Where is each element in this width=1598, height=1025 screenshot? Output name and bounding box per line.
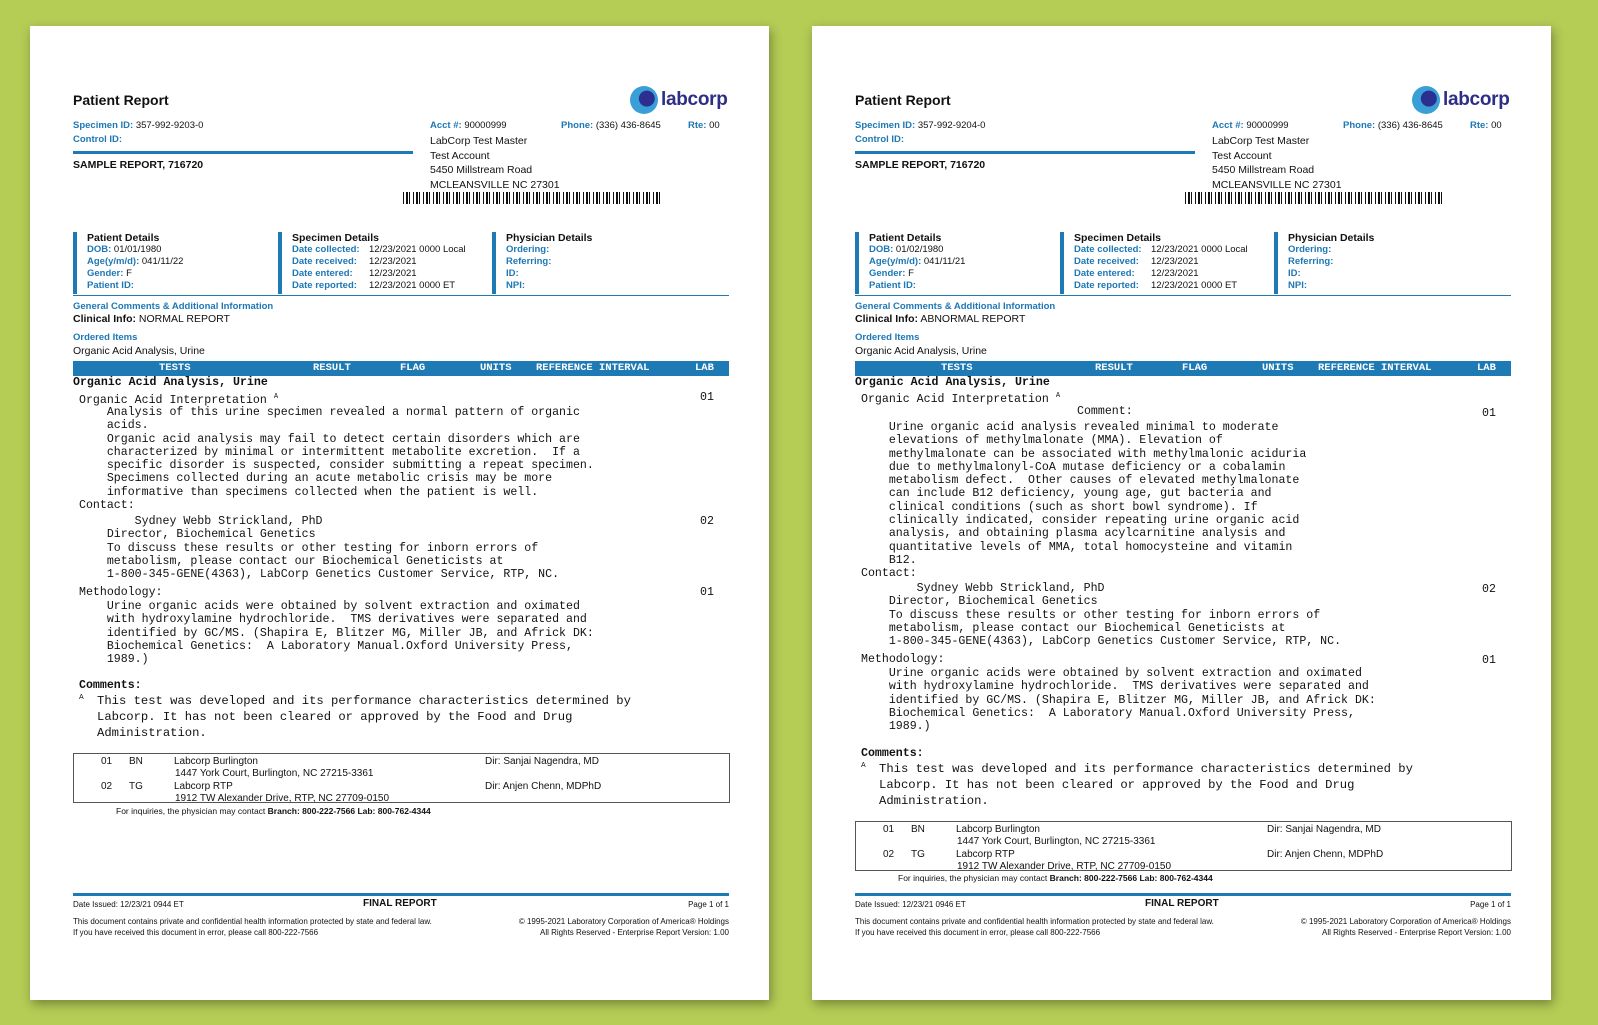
report-page-normal <box>30 26 769 1000</box>
specimen-details: Specimen Details Date collected: 12/23/2021 0000 Local Date received: 12/23/2021 Date entered: 12/23/2021 Date reported: 12/23/2021 0000 ET <box>1074 232 1248 291</box>
comments-footnote-marker: A <box>861 762 866 769</box>
lab-code: 02 <box>700 515 714 528</box>
physician-details: Physician Details Ordering: Referring: ID: NPI: <box>1288 232 1375 291</box>
date-issued: Date Issued: 12/23/21 0944 ET <box>73 900 184 909</box>
ordered-items-value: Organic Acid Analysis, Urine <box>73 345 205 357</box>
route: Rte: 00 <box>1470 120 1502 131</box>
page-number: Page 1 of 1 <box>1470 900 1511 909</box>
performing-labs-box: 01 BN Labcorp Burlington 1447 York Court, Burlington, NC 27215-3361 Dir: Sanjai Nagendra, MD 02 TG Labcorp RTP 1912 TW Alexander Drive, RTP, NC 27709-0150 Dir: Anjen Chenn, MDPhD <box>73 753 730 803</box>
labcorp-logo: labcorp <box>630 86 728 114</box>
copyright-notice: © 1995-2021 Laboratory Corporation of America® Holdings All Rights Reserved - Enterprise Report Version: 1.00 <box>518 917 729 937</box>
labcorp-logo-icon <box>1412 86 1440 114</box>
contact-label: Contact: <box>79 499 135 512</box>
specimen-id: Specimen ID: 357-992-9204-0 <box>855 120 986 131</box>
labcorp-logo: labcorp <box>1412 86 1510 114</box>
account-address: LabCorp Test Master Test Account 5450 Millstream Road MCLEANSVILLE NC 27301 <box>430 135 560 191</box>
interpretation-text: Urine organic acid analysis revealed minimal to moderate elevations of methylmalonate (MMA). Elevation of methylmalonate can be associated with methylmalonic aciduria due to methylmalonyl-CoA mutase deficiency or a cobalamin metabolism defect. Other causes of elevated methylmalonate can include B12 deficiency, young age, gut bacteria and clinical conditions (such as short bowl syndrome). If clinically indicated, consider repeating urine organic acid analysis, and obtaining plasma acylcarnitine analysis and quantitative levels of MMA, total homocysteine and vitamin B12. <box>888 421 1307 567</box>
acct-number: Acct #: 90000999 <box>430 120 507 131</box>
route: Rte: 00 <box>688 120 720 131</box>
ordered-items-heading: Ordered Items <box>855 332 920 343</box>
specimen-id: Specimen ID: 357-992-9203-0 <box>73 120 204 131</box>
report-page-abnormal <box>812 26 1551 1000</box>
test-group-title: Organic Acid Analysis, Urine <box>855 376 1050 389</box>
labcorp-logo-icon <box>630 86 658 114</box>
sample-report: SAMPLE REPORT, 716720 <box>855 159 986 171</box>
lab-code: 02 <box>1482 583 1496 596</box>
interpretation-text: Analysis of this urine specimen revealed a normal pattern of organic acids. Organic acid analysis may fail to detect certain disorders which are characterized by minimal or intermittent metabolite excretion. If a specific disorder is suspected, consider submitting a repeat specimen. Specimens collected during an acute metabolic crisis may be more informative than specimens collected when the patient is well. <box>106 406 594 499</box>
patient-details: Patient Details DOB: 01/02/1980 Age(y/m/d): 041/11/21 Gender: F Patient ID: <box>869 232 966 291</box>
methodology-label: Methodology: <box>861 653 945 666</box>
performing-labs-box: 01 BN Labcorp Burlington 1447 York Court, Burlington, NC 27215-3361 Dir: Sanjai Nagendra, MD 02 TG Labcorp RTP 1912 TW Alexander Drive, RTP, NC 27709-0150 Dir: Anjen Chenn, MDPhD <box>855 821 1512 871</box>
general-comments-heading: General Comments & Additional Information <box>855 301 1056 312</box>
page-title: Patient Report <box>855 92 951 108</box>
control-id: Control ID: <box>855 134 905 145</box>
methodology-text: Urine organic acids were obtained by solvent extraction and oximated with hydroxylamine hydrochloride. TMS derivatives were separated and identified by GC/MS. (Shapira E, Blitzer MG, Miller JB, and Africk DK: Biochemical Genetics: A Laboratory Manual.Oxford University Press, 1989.) <box>106 600 594 667</box>
account-address: LabCorp Test Master Test Account 5450 Millstream Road MCLEANSVILLE NC 27301 <box>1212 135 1342 191</box>
page-number: Page 1 of 1 <box>688 900 729 909</box>
confidential-notice: This document contains private and confidential health information protected by state and federal law. If you have received this document in error, please call 800-222-7566 <box>73 917 432 937</box>
control-id: Control ID: <box>73 134 123 145</box>
results-table-header: TESTS RESULT FLAG UNITS REFERENCE INTERVAL LAB <box>855 361 1511 376</box>
contact-text: Sydney Webb Strickland, PhD Director, Biochemical Genetics To discuss these results or other testing for inborn errors of metabolism, please contact our Biochemical Geneticists at 1-800-345-GENE(4363), LabCorp Genetics Customer Service, RTP, NC. <box>106 515 560 582</box>
methodology-text: Urine organic acids were obtained by solvent extraction and oximated with hydroxylamine hydrochloride. TMS derivatives were separated and identified by GC/MS. (Shapira E, Blitzer MG, Miller JB, and Africk DK: Biochemical Genetics: A Laboratory Manual.Oxford University Press, 1989.) <box>888 667 1376 734</box>
page-title: Patient Report <box>73 92 169 108</box>
clinical-info: Clinical Info: NORMAL REPORT <box>73 313 230 325</box>
barcode <box>403 192 661 204</box>
comment-label: Comment: <box>1077 405 1133 418</box>
patient-details: Patient Details DOB: 01/01/1980 Age(y/m/d): 041/11/22 Gender: F Patient ID: <box>87 232 184 291</box>
lab-code: 01 <box>700 391 714 404</box>
comments-text: This test was developed and its performance characteristics determined by Labcorp. It has not been cleared or approved by the Food and Drug Administration. <box>879 762 1413 808</box>
header-divider <box>73 151 413 154</box>
sample-report: SAMPLE REPORT, 716720 <box>73 159 204 171</box>
copyright-notice: © 1995-2021 Laboratory Corporation of America® Holdings All Rights Reserved - Enterprise Report Version: 1.00 <box>1300 917 1511 937</box>
comments-footnote-marker: A <box>79 694 84 701</box>
footer-divider <box>855 893 1511 896</box>
lab-code: 01 <box>1482 407 1496 420</box>
comments-text: This test was developed and its performance characteristics determined by Labcorp. It has not been cleared or approved by the Food and Drug Administration. <box>97 694 631 740</box>
footer-divider <box>73 893 729 896</box>
physician-details: Physician Details Ordering: Referring: ID: NPI: <box>506 232 593 291</box>
lab-code: 01 <box>700 586 714 599</box>
methodology-label: Methodology: <box>79 586 163 599</box>
interpretation-label: Organic Acid Interpretation $^A$ <box>79 393 279 407</box>
inquiries-line: For inquiries, the physician may contact Branch: 800-222-7566 Lab: 800-762-4344 <box>116 806 431 816</box>
final-report-label: FINAL REPORT <box>363 898 437 909</box>
interpretation-label: Organic Acid Interpretation $^A$ <box>861 392 1061 406</box>
phone: Phone: (336) 436-8645 <box>561 120 661 131</box>
barcode <box>1185 192 1443 204</box>
ordered-items-heading: Ordered Items <box>73 332 138 343</box>
test-group-title: Organic Acid Analysis, Urine <box>73 376 268 389</box>
contact-label: Contact: <box>861 567 917 580</box>
final-report-label: FINAL REPORT <box>1145 898 1219 909</box>
header-divider <box>855 151 1195 154</box>
comments-label: Comments: <box>79 679 142 692</box>
inquiries-line: For inquiries, the physician may contact Branch: 800-222-7566 Lab: 800-762-4344 <box>898 873 1213 883</box>
results-table-header: TESTS RESULT FLAG UNITS REFERENCE INTERVAL LAB <box>73 361 729 376</box>
confidential-notice: This document contains private and confidential health information protected by state and federal law. If you have received this document in error, please call 800-222-7566 <box>855 917 1214 937</box>
general-comments-heading: General Comments & Additional Information <box>73 301 274 312</box>
comments-label: Comments: <box>861 747 924 760</box>
phone: Phone: (336) 436-8645 <box>1343 120 1443 131</box>
ordered-items-value: Organic Acid Analysis, Urine <box>855 345 987 357</box>
clinical-info: Clinical Info: ABNORMAL REPORT <box>855 313 1026 325</box>
date-issued: Date Issued: 12/23/21 0946 ET <box>855 900 966 909</box>
acct-number: Acct #: 90000999 <box>1212 120 1289 131</box>
specimen-details: Specimen Details Date collected: 12/23/2021 0000 Local Date received: 12/23/2021 Date entered: 12/23/2021 Date reported: 12/23/2021 0000 ET <box>292 232 466 291</box>
contact-text: Sydney Webb Strickland, PhD Director, Biochemical Genetics To discuss these results or other testing for inborn errors of metabolism, please contact our Biochemical Geneticists at 1-800-345-GENE(4363), LabCorp Genetics Customer Service, RTP, NC. <box>888 582 1342 649</box>
lab-code: 01 <box>1482 654 1496 667</box>
